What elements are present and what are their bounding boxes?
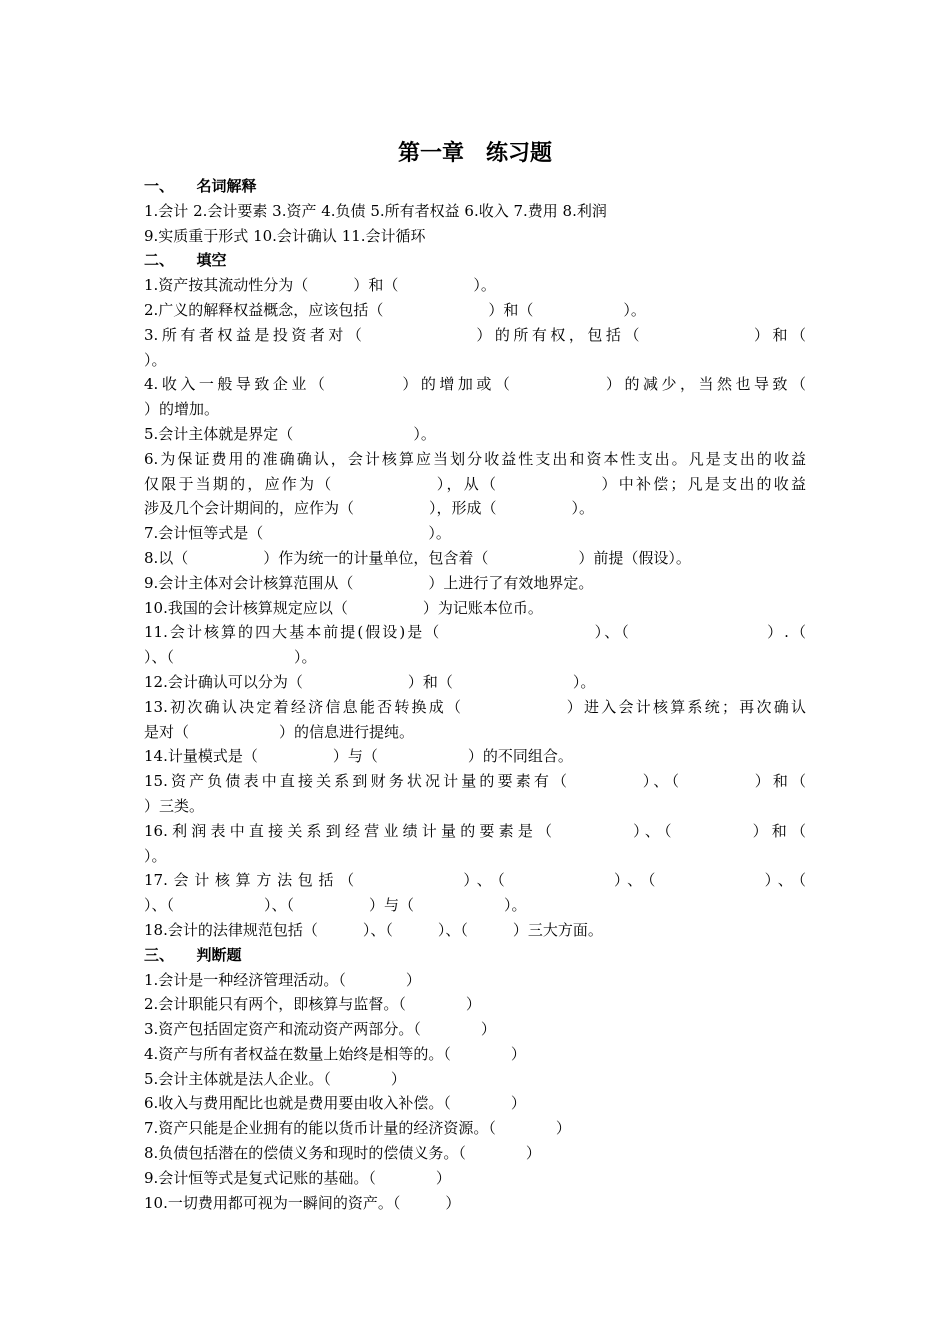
question-line: 是对（ ）的信息进行提纯。 xyxy=(144,722,415,741)
question-line: 4.收入一般导致企业（ ）的增加或（ ）的减少，当然也导致（ xyxy=(144,375,806,394)
question-line: 6.收入与费用配比也就是费用要由收入补偿。（ ） xyxy=(144,1094,526,1113)
question-line: 1.会计是一种经济管理活动。（ ） xyxy=(144,970,421,989)
question-line: 8.以（ ）作为统一的计量单位，包含着（ ）前提（假设）。 xyxy=(144,548,691,567)
question-line: ）、（ ）、（ ）与（ ）。 xyxy=(144,896,527,915)
question-line: 5.会计主体就是界定（ ）。 xyxy=(144,424,436,443)
question-line: 7.会计恒等式是（ ）。 xyxy=(144,524,451,543)
question-line: 1.会计 2.会计要素 3.资产 4.负债 5.所有者权益 6.收入 7.费用 8.利润 xyxy=(144,201,607,220)
question-line: ）的增加。 xyxy=(144,400,220,419)
question-line: 14.计量模式是（ ）与（ ）的不同组合。 xyxy=(144,747,573,766)
document-page xyxy=(144,136,806,1215)
question-line: 7.资产只能是企业拥有的能以货币计量的经济资源。（ ） xyxy=(144,1119,571,1138)
question-line: 仅限于当期的，应作为（ ），从（ ）中补偿；凡是支出的收益 xyxy=(144,474,806,493)
question-line: 11.会计核算的四大基本前提(假设)是（ ）、（ ）.（ xyxy=(144,623,806,642)
section-1 xyxy=(144,174,806,248)
question-line: 9.实质重于形式 10.会计确认 11.会计循环 xyxy=(144,226,426,245)
page-title: 第一章 练习题 xyxy=(397,141,552,166)
question-line: 3.所有者权益是投资者对（ ）的所有权，包括（ ）和（ xyxy=(144,325,806,344)
document-body xyxy=(144,174,806,1215)
section-heading: 三、 判断题 xyxy=(144,945,242,964)
question-line: 6.为保证费用的准确确认，会计核算应当划分收益性支出和资本性支出。凡是支出的收益 xyxy=(144,449,806,468)
question-line: 3.资产包括固定资产和流动资产两部分。（ ） xyxy=(144,1020,496,1039)
question-line: ）。 xyxy=(144,846,167,865)
question-line: 16.利润表中直接关系到经营业绩计量的要素是（ ）、（ ）和（ xyxy=(144,821,806,840)
question-line: 涉及几个会计期间的，应作为（ ），形成（ ）。 xyxy=(144,499,595,518)
question-line: 13.初次确认决定着经济信息能否转换成（ ）进入会计核算系统；再次确认 xyxy=(144,697,806,716)
question-line: 8.负债包括潜在的偿债义务和现时的偿债义务。（ ） xyxy=(144,1144,541,1163)
question-line: 17.会计核算方法包括（ ）、（ ）、（ ）、（ xyxy=(144,871,806,890)
question-line: 12.会计确认可以分为（ ）和（ ）。 xyxy=(144,672,596,691)
section-3 xyxy=(144,943,806,1216)
section-heading: 一、 名词解释 xyxy=(144,177,257,195)
section-heading: 二、 填空 xyxy=(144,251,227,270)
question-line: 18.会计的法律规范包括（ ）、（ ）、（ ）三大方面。 xyxy=(144,920,603,939)
question-line: ）。 xyxy=(144,350,167,369)
question-line: 1.资产按其流动性分为（ ）和（ ）。 xyxy=(144,276,496,295)
question-line: 10.我国的会计核算规定应以（ ）为记账本位币。 xyxy=(144,598,543,617)
question-line: 4.资产与所有者权益在数量上始终是相等的。（ ） xyxy=(144,1044,526,1063)
question-line: 9.会计主体对会计核算范围从（ ）上进行了有效地界定。 xyxy=(144,573,594,592)
question-line: 5.会计主体就是法人企业。（ ） xyxy=(144,1069,406,1088)
question-line: 15.资产负债表中直接关系到财务状况计量的要素有（ ）、（ ）和（ xyxy=(144,772,806,791)
question-line: 2.广义的解释权益概念，应该包括（ ）和（ ）。 xyxy=(144,300,646,319)
section-2 xyxy=(144,248,806,942)
question-line: 10.一切费用都可视为一瞬间的资产。（ ） xyxy=(144,1193,461,1212)
question-line: ）三类。 xyxy=(144,796,205,815)
question-line: ）、（ ）。 xyxy=(144,648,317,667)
question-line: 9.会计恒等式是复式记账的基础。（ ） xyxy=(144,1168,451,1187)
question-line: 2.会计职能只有两个，即核算与监督。（ ） xyxy=(144,995,481,1014)
